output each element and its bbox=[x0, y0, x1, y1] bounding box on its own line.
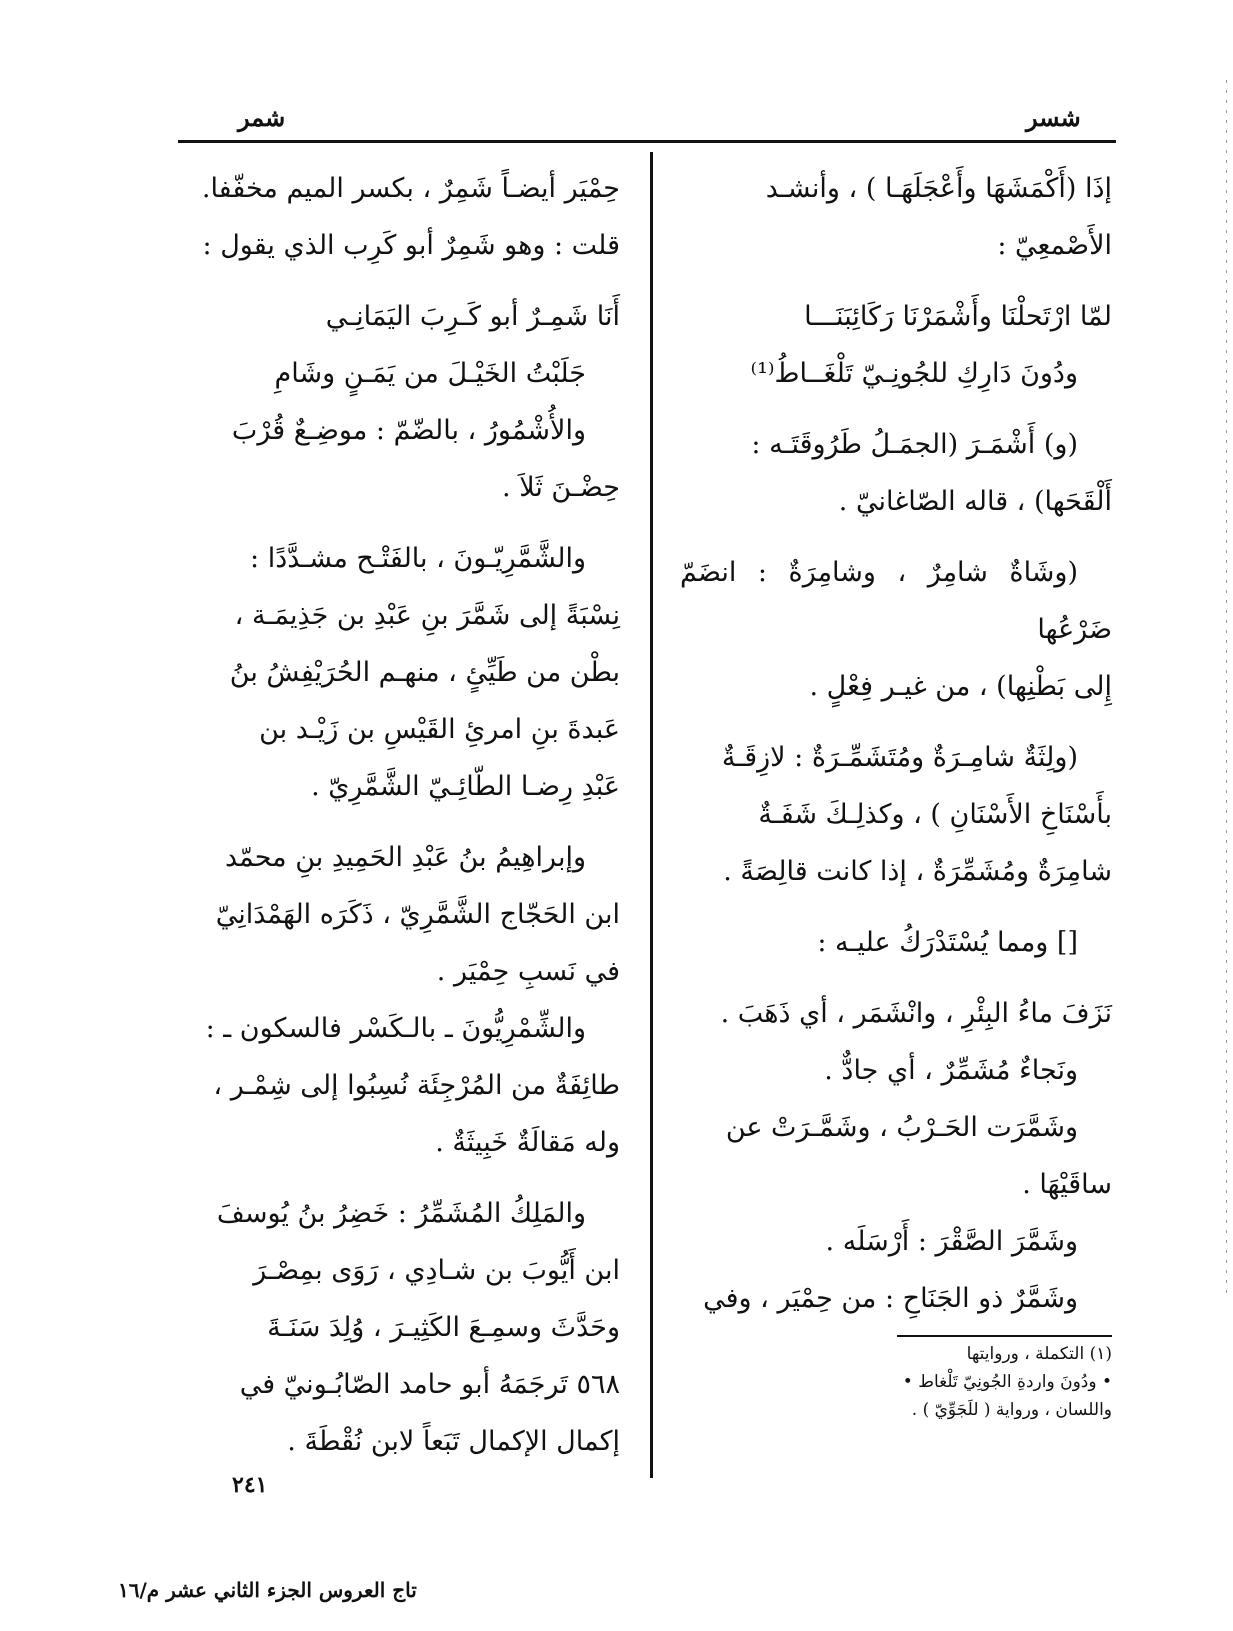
text-line: إِلى بَطْنِها) ، من غيـر فِعْلٍ . bbox=[809, 671, 1112, 702]
text-line: الأَصْمعِيّ : bbox=[997, 230, 1112, 261]
text-line: والمَلِكُ المُشَمِّرُ : خَضِرُ بنُ يُوسفَ bbox=[216, 1198, 586, 1229]
text-line: إذَا (أَكْمَشَهَا وأَعْجَلَهَـا ) ، وأنشـد bbox=[765, 173, 1112, 204]
footnote-line: • ودُونَ واردةِ الجُونِيّ تَلْغاط • bbox=[902, 1372, 1112, 1392]
right-column bbox=[680, 160, 1112, 1327]
text-line: والشِّمْرِيُّونَ ـ بالـكَسْر فالسكون ـ : bbox=[205, 1013, 586, 1044]
text-line: حِمْيَر أيضـاً شَمِرٌ ، بكسر الميم مخفّفا. bbox=[201, 173, 620, 204]
text-line: وشَمَّرَ الصَّقْرَ : أَرْسَلَه . bbox=[825, 1226, 1078, 1257]
header-left-title: شمر bbox=[238, 103, 286, 132]
text-line: والشَّمَّرِيّـونَ ، بالفَتْـح مشـدَّدًا : bbox=[250, 543, 586, 574]
footnote-line: (١) التكملة ، وروايتها bbox=[966, 1344, 1112, 1364]
text-line: نِسْبَةً إلى شَمَّرَ بنِ عَبْدِ بن جَذِيمَـة ، bbox=[234, 600, 620, 631]
text-line: وإبراهِيمُ بنُ عَبْدِ الحَمِيدِ بنِ محمّد bbox=[224, 842, 586, 873]
text-line: عَبدةَ بنِ امرئِ القَيْسِ بن زَيْـد بن bbox=[259, 714, 620, 745]
text-line: بأَسْنَاخِ الأَسْنَانِ ) ، وكذلِـكَ شَفَـةٌ bbox=[758, 799, 1112, 830]
footnote-rule bbox=[897, 1335, 1112, 1337]
text-line: قلت : وهو شَمِرٌ أبو كَرِب الذي يقول : bbox=[202, 230, 620, 261]
page-number: ٢٤١ bbox=[232, 1472, 268, 1498]
text-line: وله مَقالَةٌ خَبِيثَةٌ . bbox=[435, 1127, 620, 1158]
text-line: ٥٦٨ تَرجَمَهُ أبو حامد الصّابُـونيّ في bbox=[239, 1369, 620, 1400]
text-line: وشَمَّرَت الحَـرْبُ ، وشَمَّـرَتْ عن bbox=[725, 1112, 1078, 1143]
text-line: ساقَيْهَا . bbox=[1022, 1169, 1112, 1200]
column-divider bbox=[650, 152, 653, 1478]
text-line: ابن الحَجّاج الشَّمَّرِيّ ، ذَكَرَه الهَمْدَانِيّ bbox=[215, 899, 620, 930]
text-line: في نَسبِ حِمْيَر . bbox=[436, 956, 620, 987]
text-line: وحَدَّثَ وسمِـعَ الكَثِيـرَ ، وُلِدَ سَنَـةَ bbox=[267, 1312, 620, 1343]
text-line: شامِرَةٌ ومُشَمِّرَةٌ ، إذا كانت قالِصَةً . bbox=[723, 856, 1112, 887]
text-line: ونَجاءٌ مُشَمِّرٌ ، أي جادٌّ . bbox=[824, 1055, 1078, 1086]
footnote bbox=[700, 1340, 1112, 1424]
text-line: بطْن من طَيِّئٍ ، منهـم الحُرَيْفِشُ بنُ bbox=[229, 657, 620, 688]
text-line: حِضْـنَ ثَلاَ . bbox=[502, 472, 620, 503]
text-line: طائِفَةٌ من المُرْجِئَة نُسِبُوا إلى شِمْـر ، bbox=[213, 1070, 620, 1101]
verse-line: لمّا ارْتَحلْنَا وأَشْمَرْنَا رَكَائِبَنَـــا bbox=[804, 301, 1112, 332]
verse-line: ودُونَ دَارِكِ للجُونِـيّ تَلْغَــاطُ⁽¹⁾ bbox=[750, 358, 1078, 389]
text-line: وشَمَّرٌ ذو الجَنَاحِ : من حِمْيَر ، وفي bbox=[703, 1283, 1078, 1314]
header-right-title: شسر bbox=[1026, 103, 1081, 132]
text-line: عَبْدِ رِضـا الطّائِـيّ الشَّمَّرِيّ . bbox=[311, 771, 620, 802]
text-line: أَلْقَحَها) ، قاله الصّاغانيّ . bbox=[838, 486, 1112, 517]
verse-line: أَنَا شَمِـرٌ أبو كَـرِبَ اليَمَانِـي bbox=[325, 301, 620, 332]
section-heading: [] ومما يُسْتَدْرَكُ عليـه : bbox=[817, 927, 1078, 958]
book-signature-line: تاج العروس الجزء الثاني عشر م/١٦ bbox=[118, 1578, 417, 1602]
text-line: (و) أَشْمَـرَ (الجمَـلُ طَرُوقَتَـه : bbox=[751, 429, 1078, 460]
verse-line: جَلَبْتُ الخَيْـلَ من يَمَـنٍ وشَامِ bbox=[274, 358, 586, 389]
scan-margin-mark bbox=[1226, 80, 1227, 1300]
text-line: ابن أَيُّوبَ بن شـادِي ، رَوَى بمِصْـرَ bbox=[253, 1255, 620, 1286]
footnote-line: واللسان ، ورواية ( للَجَوِّيّ ) . bbox=[911, 1400, 1112, 1420]
left-column bbox=[180, 160, 620, 1470]
header-rule bbox=[178, 140, 1116, 143]
text-line: والأُشْمُورُ ، بالضّمّ : موضِـعٌ قُرْبَ bbox=[231, 415, 586, 446]
text-line: إكمال الإكمال تَبَعاً لابن نُقْطَةَ . bbox=[287, 1426, 620, 1457]
text-line: نَزَفَ ماءُ البِئْرِ ، وانْشَمَر ، أي ذَهَبَ . bbox=[720, 998, 1112, 1029]
text-line: (وشَاةٌ شامِرٌ ، وشامِرَةٌ : انضَمّ ضَرْعُها bbox=[680, 557, 1112, 645]
text-line: (ولِثَةٌ شامِـرَةٌ ومُتَشَمِّـرَةٌ : لازِقَـةٌ bbox=[721, 742, 1078, 773]
